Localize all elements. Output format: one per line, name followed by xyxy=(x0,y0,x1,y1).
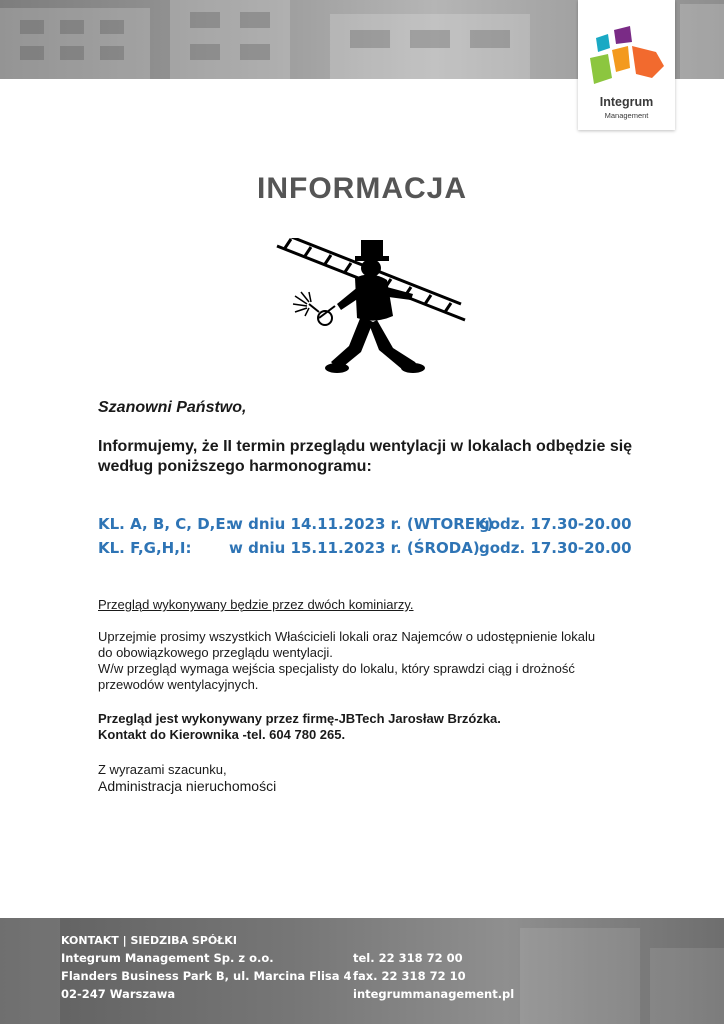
schedule-row xyxy=(98,515,698,541)
logo-mark-icon xyxy=(586,22,666,92)
schedule-date: w dniu 14.11.2023 r. (WTOREK) xyxy=(229,515,494,533)
request-line: przewodów wentylacyjnych. xyxy=(98,677,259,692)
schedule-group: KL. F,G,H,I: xyxy=(98,539,192,557)
footer-address: Flanders Business Park B, ul. Marcina Flisa 4 xyxy=(61,969,352,983)
page-title: INFORMACJA xyxy=(257,172,467,205)
chimney-sweep-icon xyxy=(275,238,467,376)
footer xyxy=(0,918,724,1024)
footer-fax: fax. 22 318 72 10 xyxy=(353,969,466,983)
integrum-logo xyxy=(578,0,675,130)
schedule-time: godz. 17.30-20.00 xyxy=(479,539,632,557)
footer-city: 02-247 Warszawa xyxy=(61,987,176,1001)
schedule-date: w dniu 15.11.2023 r. (ŚRODA) xyxy=(229,539,480,557)
schedule-group: KL. A, B, C, D,E: xyxy=(98,515,232,533)
schedule-time: godz. 17.30-20.00 xyxy=(479,515,632,533)
footer-heading: KONTAKT | SIEDZIBA SPÓŁKI xyxy=(61,934,237,947)
sweeps-note: Przegląd wykonywany będzie przez dwóch kominiarzy. xyxy=(98,597,414,612)
logo-subtitle: Management xyxy=(604,111,649,120)
greeting: Szanowni Państwo, xyxy=(98,399,247,416)
contractor-line: Przegląd jest wykonywany przez firmę-JBTech Jarosław Brzózka. xyxy=(98,711,501,726)
request-line: W/w przegląd wymaga wejścia specjalisty do lokalu, który sprawdzi ciąg i drożność xyxy=(98,661,575,676)
schedule-row xyxy=(98,539,698,565)
signature-line: Administracja nieruchomości xyxy=(98,778,277,794)
request-line: do obowiązkowego przeglądu wentylacji. xyxy=(98,645,333,660)
logo-name: Integrum xyxy=(599,95,654,109)
request-line: Uprzejmie prosimy wszystkich Właścicieli lokali oraz Najemców o udostępnienie lokalu xyxy=(98,629,596,644)
footer-company: Integrum Management Sp. z o.o. xyxy=(61,951,274,965)
contractor-contact-line: Kontakt do Kierownika -tel. 604 780 265. xyxy=(98,727,346,742)
contractor-paragraph xyxy=(98,711,678,743)
footer-website[interactable]: integrummanagement.pl xyxy=(353,987,515,1001)
request-paragraph xyxy=(98,629,678,693)
intro-paragraph: Informujemy, że II termin przeglądu wentylacji w lokalach odbędzie się według poniższego harmonogramu: xyxy=(98,438,633,475)
footer-phone: tel. 22 318 72 00 xyxy=(353,951,463,965)
closing-phrase: Z wyrazami szacunku, xyxy=(98,762,227,777)
